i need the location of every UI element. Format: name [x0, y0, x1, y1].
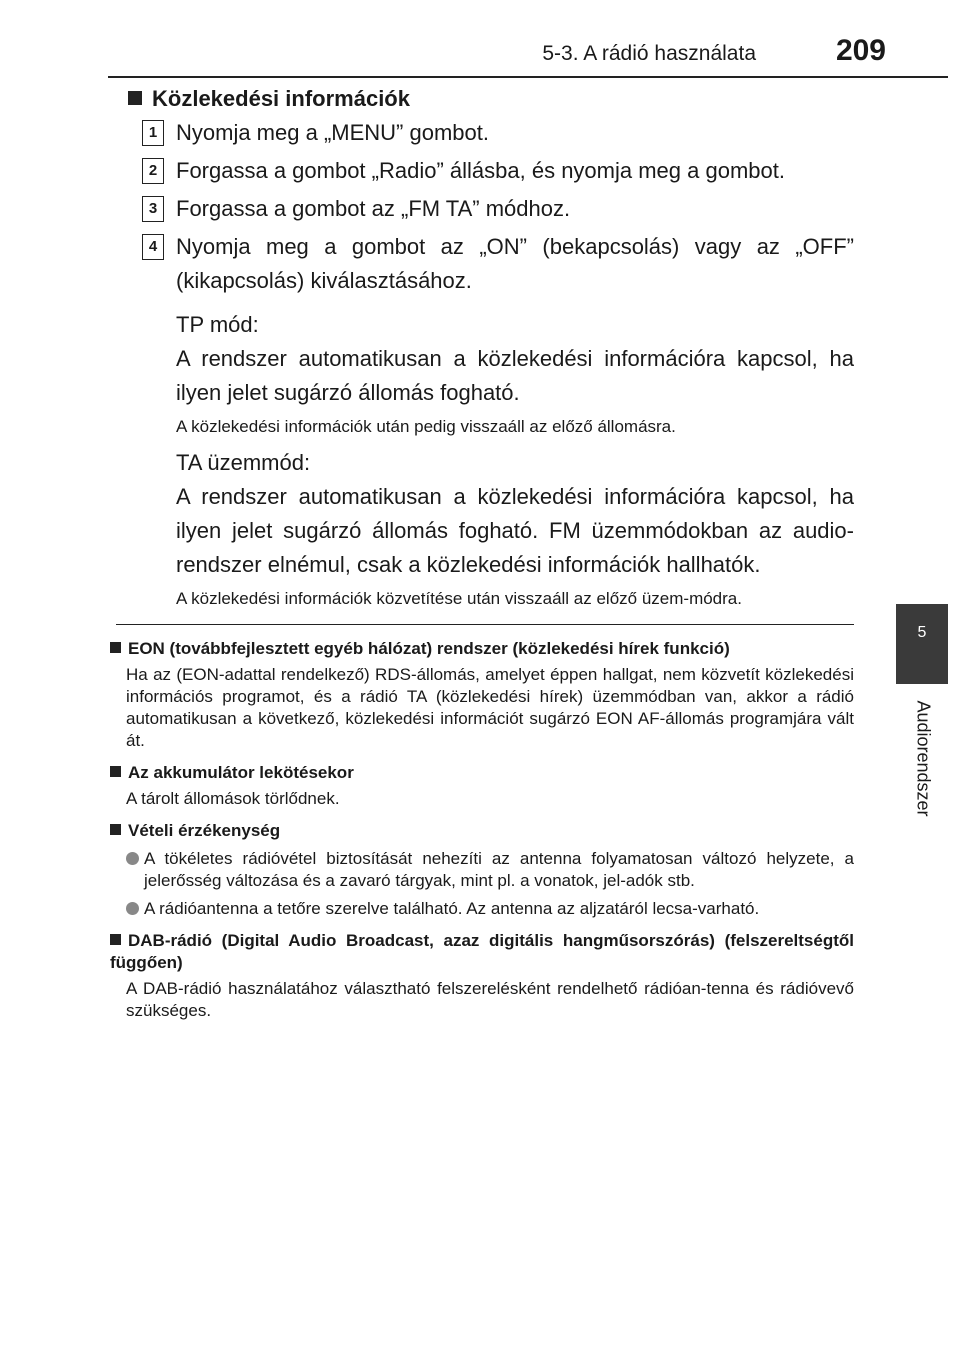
header-rule [108, 76, 948, 78]
tp-mode-text: A rendszer automatikusan a közlekedési információra kapcsol, ha ilyen jelet sugárzó állomás fogható. [176, 346, 854, 405]
square-bullet-icon [110, 824, 121, 835]
ta-mode-note: A közlekedési információk közvetítése után visszaáll az előző üzem-módra. [176, 589, 742, 608]
step-text: Forgassa a gombot „Radio” állásba, és nyomja meg a gombot. [176, 158, 785, 183]
step-number-badge: 4 [142, 234, 164, 260]
ta-mode-text: A rendszer automatikusan a közlekedési információra kapcsol, ha ilyen jelet sugárzó állomás fogható. FM üzemmódokban az audio-rendszer elnémul, csak a közlekedési információk hallhatók. [176, 484, 854, 577]
step-4 [124, 230, 854, 298]
square-bullet-icon [110, 934, 121, 945]
battery-heading-text: Az akkumulátor lekötésekor [128, 763, 354, 782]
circle-bullet-icon [126, 902, 139, 915]
dab-heading-text: DAB-rádió (Digital Audio Broadcast, azaz digitális hangműsorszórás) (felszereltségtől függően) [110, 931, 854, 972]
square-bullet-icon [110, 766, 121, 777]
page-header [108, 28, 948, 78]
ta-mode-title: TA üzemmód: [176, 450, 311, 475]
chapter-tab [896, 604, 948, 684]
chapter-label-box [908, 688, 932, 838]
chapter-label: Audiorendszer [913, 700, 934, 817]
step-text: Forgassa a gombot az „FM TA” módhoz. [176, 196, 571, 221]
square-bullet-icon [128, 91, 142, 105]
bullet-text: A rádióantenna a tetőre szerelve található. Az antenna az aljzatáról lecsa-varható. [144, 899, 760, 918]
dab-heading [110, 930, 854, 974]
reception-heading [110, 820, 854, 842]
reception-bullet-1 [110, 848, 854, 892]
section-divider [116, 624, 854, 625]
step-number-badge: 2 [142, 158, 164, 184]
page-number: 209 [835, 34, 886, 67]
eon-heading [110, 638, 854, 660]
battery-text: A tárolt állomások törlődnek. [126, 789, 340, 808]
bullet-text: A tökéletes rádióvétel biztosítását nehezíti az antenna folyamatosan változó helyzete, a jelerősség változása és a zavaró tárgyak, mint pl. a vonatok, jel-adók stb. [144, 849, 854, 890]
notes-section [110, 638, 854, 1022]
eon-heading-text: EON (továbbfejlesztett egyéb hálózat) rendszer (közlekedési hírek funkció) [128, 639, 730, 658]
tp-mode-title: TP mód: [176, 312, 259, 337]
eon-text: Ha az (EON-adattal rendelkező) RDS-állomás, amelyet éppen hallgat, nem közvetít közlekedési információs programot, és a rádió TA (közlekedési hírek) üzemmódban van, akkor a rádió automatikusan a következő, közlekedési információt sugárzó EON AF-állomás programjára vált át. [126, 665, 854, 750]
square-bullet-icon [110, 642, 121, 653]
step-1 [124, 116, 854, 150]
section-title: 5-3. A rádió használata [542, 42, 756, 65]
reception-bullet-2 [110, 898, 854, 920]
tp-mode-note: A közlekedési információk után pedig visszaáll az előző állomásra. [176, 417, 676, 436]
section-heading-text: Közlekedési információk [152, 86, 410, 111]
circle-bullet-icon [126, 852, 139, 865]
step-text: Nyomja meg a „MENU” gombot. [176, 120, 489, 145]
step-number-badge: 3 [142, 196, 164, 222]
step-text: Nyomja meg a gombot az „ON” (bekapcsolás) vagy az „OFF” (kikapcsolás) kiválasztásához. [176, 234, 854, 293]
battery-heading [110, 762, 854, 784]
reception-heading-text: Vételi érzékenység [128, 821, 281, 840]
chapter-number: 5 [917, 624, 927, 641]
step-2 [124, 154, 854, 188]
step-3 [124, 192, 854, 226]
dab-text: A DAB-rádió használatához választható felszerelésként rendelhető rádióan-tenna és rádióvevő szükséges. [126, 979, 854, 1020]
section-heading [128, 86, 854, 112]
step-number-badge: 1 [142, 120, 164, 146]
main-section [124, 86, 854, 618]
